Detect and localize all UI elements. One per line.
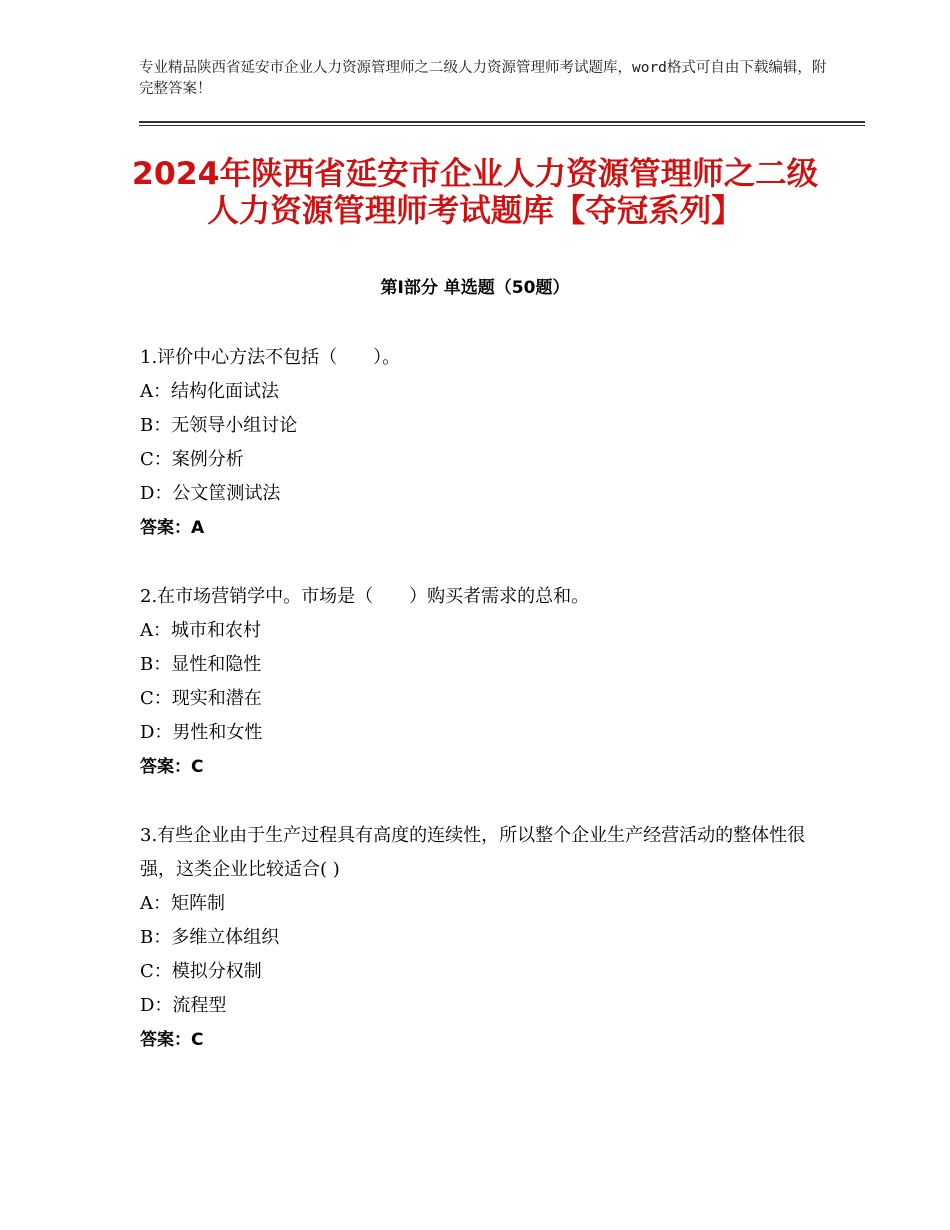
option-c: C：案例分析 bbox=[140, 449, 244, 470]
option-b: B：多维立体组织 bbox=[140, 927, 280, 948]
option-d: D：公文筐测试法 bbox=[140, 483, 281, 504]
option-b: B：无领导小组讨论 bbox=[140, 415, 298, 436]
option-b: B：显性和隐性 bbox=[140, 654, 262, 675]
header-divider-thick bbox=[139, 121, 865, 123]
question-text: 2.在市场营销学中。市场是（ ）购买者需求的总和。 bbox=[140, 586, 590, 607]
answer: 答案：C bbox=[140, 1030, 204, 1050]
question-1 bbox=[140, 341, 820, 545]
option-c: C：现实和潜在 bbox=[140, 688, 262, 709]
header-divider-thin bbox=[139, 125, 865, 126]
option-a: A：矩阵制 bbox=[140, 893, 225, 914]
question-text: 1.评价中心方法不包括（ ）。 bbox=[140, 347, 401, 368]
question-3 bbox=[140, 819, 820, 1057]
question-text: 3.有些企业由于生产过程具有高度的连续性，所以整个企业生产经营活动的整体性很强，这类企业比较适合( ) bbox=[140, 825, 806, 880]
answer: 答案：C bbox=[140, 757, 204, 777]
section-heading: 第Ⅰ部分 单选题（50题） bbox=[380, 278, 570, 298]
option-c: C：模拟分权制 bbox=[140, 961, 262, 982]
option-a: A：结构化面试法 bbox=[140, 381, 279, 402]
document-title: 2024年陕西省延安市企业人力资源管理师之二级人力资源管理师考试题库【夺冠系列】 bbox=[131, 156, 819, 229]
option-d: D：男性和女性 bbox=[140, 722, 263, 743]
answer: 答案：A bbox=[140, 518, 205, 538]
header-note: 专业精品陕西省延安市企业人力资源管理师之二级人力资源管理师考试题库，word格式可自由下载编辑，附完整答案！ bbox=[139, 60, 827, 97]
question-2 bbox=[140, 580, 820, 784]
option-d: D：流程型 bbox=[140, 995, 227, 1016]
option-a: A：城市和农村 bbox=[140, 620, 261, 641]
